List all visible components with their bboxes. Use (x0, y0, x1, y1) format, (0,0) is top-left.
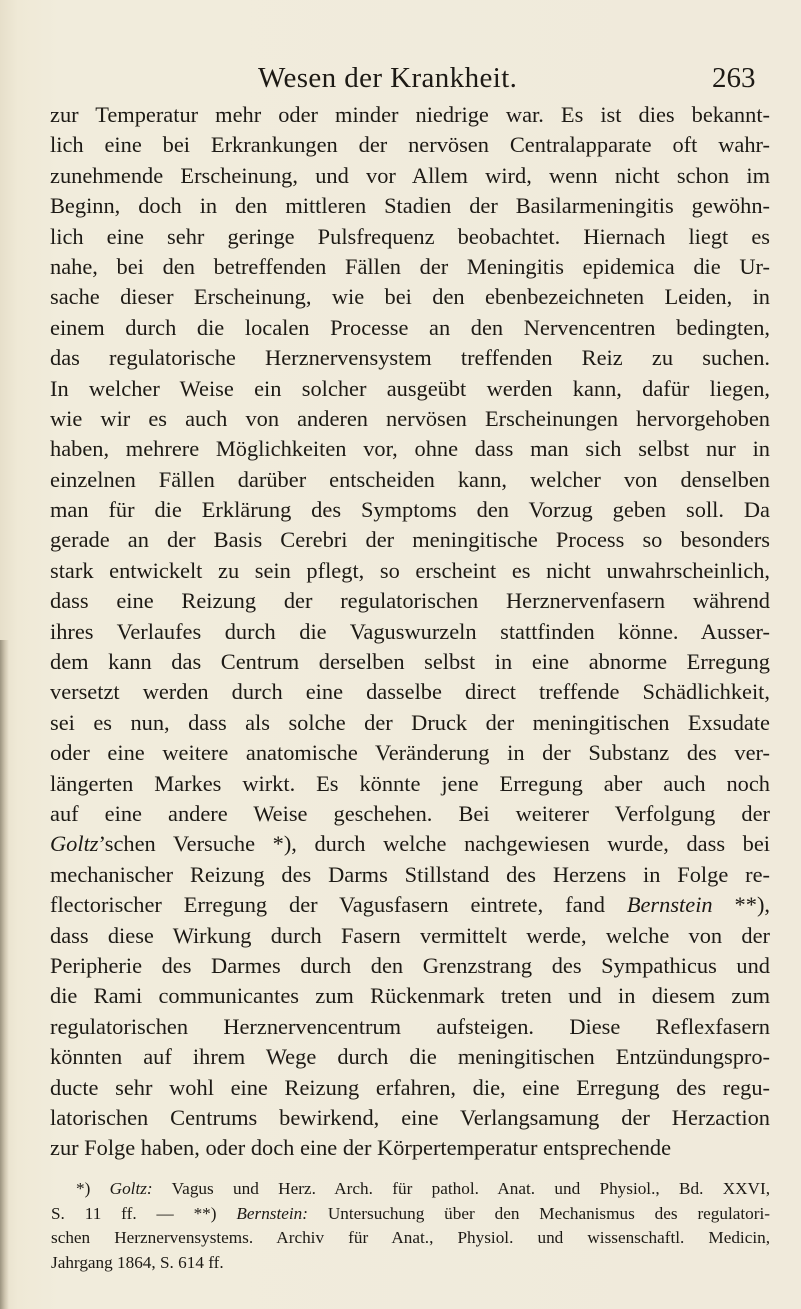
text-line: mechanischer Reizung des Darms Stillstand des Herzens in Folge re- (50, 861, 770, 887)
text-line: latorischen Centrums bewirkend, eine Verlangsamung der Herzaction (50, 1104, 770, 1130)
text-line: wie wir es auch von anderen nervösen Erscheinungen hervorgehoben (50, 405, 770, 431)
text-line: stark entwickelt zu sein pflegt, so erscheint es nicht unwahrscheinlich, (50, 557, 770, 583)
text-line: versetzt werden durch eine dasselbe direct treffende Schädlichkeit, (50, 679, 770, 705)
text-line: zur Folge haben, oder doch eine der Körpertemperatur entsprechende (50, 1135, 672, 1161)
text-line: auf eine andere Weise geschehen. Bei weiterer Verfolgung der (50, 800, 770, 826)
text-line: ducte sehr wohl eine Reizung erfahren, die, eine Erregung des regu- (50, 1074, 770, 1100)
text-line: das regulatorische Herznervensystem treffenden Reiz zu suchen. (50, 345, 770, 371)
footnote-line (51, 1177, 770, 1202)
page-gutter-shadow (0, 640, 9, 1309)
text-line: lich eine bei Erkrankungen der nervösen Centralapparate oft wahr- (50, 132, 770, 158)
text-line (50, 829, 770, 859)
text-line: regulatorischen Herznervencentrum aufsteigen. Diese Reflexfasern (50, 1013, 770, 1039)
footnote-line: schen Herznervensystems. Archiv für Anat., Physiol. und wissenschaftl. Medicin, (51, 1228, 770, 1248)
running-head: Wesen der Krankheit. (258, 62, 518, 94)
author-name: Goltz: (109, 1179, 153, 1198)
text-line: nahe, bei den betreffenden Fällen der Meningitis epidemica die Ur- (50, 253, 770, 279)
text-line: dem kann das Centrum derselben selbst in eine abnorme Erregung (50, 649, 770, 675)
text-line: zunehmende Erscheinung, und vor Allem wird, wenn nicht schon im (50, 162, 770, 188)
text-segment: flectorischer Erregung der Vagusfasern eintrete, fand (50, 892, 627, 918)
text-line: Beginn, doch in den mittleren Stadien der Basilarmeningitis gewöhn- (50, 193, 770, 219)
page-number: 263 (712, 62, 756, 94)
footnotes (51, 1177, 770, 1275)
text-line: Peripherie des Darmes durch den Grenzstrang des Sympathicus und (50, 952, 770, 978)
text-line: einzelnen Fällen darüber entscheiden kann, welcher von denselben (50, 466, 770, 492)
text-line: gerade an der Basis Cerebri der meningitische Process so besonders (50, 527, 770, 553)
text-line: sei es nun, dass als solche der Druck der meningitischen Exsudate (50, 709, 770, 735)
text-line: haben, mehrere Möglichkeiten vor, ohne dass man sich selbst nur in (50, 436, 770, 462)
text-line: man für die Erklärung des Symptoms den Vorzug geben soll. Da (50, 497, 770, 523)
author-name: Bernstein: (236, 1203, 308, 1223)
text-line: In welcher Weise ein solcher ausgeübt werden kann, dafür liegen, (50, 375, 770, 401)
body-text (50, 100, 770, 1164)
text-line: ihres Verlaufes durch die Vaguswurzeln stattfinden könne. Ausser- (50, 618, 770, 644)
text-line (50, 890, 770, 920)
text-line: dass diese Wirkung durch Fasern vermittelt werde, welche von der (50, 922, 770, 948)
author-name: Bernstein (626, 892, 713, 918)
text-segment: S. 11 ff. — **) (51, 1203, 237, 1223)
text-line: die Rami communicantes zum Rückenmark treten und in diesem zum (50, 983, 770, 1009)
text-segment: ’schen Versuche *), durch welche nachgewiesen wurde, dass bei (98, 831, 770, 857)
text-line: könnten auf ihrem Wege durch die meningitischen Entzündungspro- (50, 1044, 770, 1070)
text-segment: Vagus und Herz. Arch. für pathol. Anat. und Physiol., Bd. XXVI, (152, 1179, 770, 1198)
footnote-marker: *) (76, 1179, 110, 1198)
text-line: lich eine sehr geringe Pulsfrequenz beobachtet. Hiernach liegt es (50, 223, 770, 249)
footnote-line: Jahrgang 1864, S. 614 ff. (51, 1252, 224, 1272)
text-line: zur Temperatur mehr oder minder niedrige war. Es ist dies bekannt- (50, 102, 770, 127)
text-line: sache dieser Erscheinung, wie bei den ebenbezeichneten Leiden, in (50, 284, 770, 310)
text-line: einem durch die localen Processe an den Nervencentren bedingten, (50, 314, 770, 340)
text-segment: Untersuchung über den Mechanismus des regulatori- (307, 1203, 770, 1223)
text-line: oder eine weitere anatomische Veränderung in der Substanz des ver- (50, 740, 770, 766)
text-segment: **), (712, 892, 770, 918)
page-header (0, 62, 801, 98)
footnote-line (51, 1202, 770, 1227)
author-name: Goltz (50, 831, 99, 857)
text-line: dass eine Reizung der regulatorischen Herznervenfasern während (50, 588, 770, 614)
text-line: längerten Markes wirkt. Es könnte jene Erregung aber auch noch (50, 770, 770, 796)
